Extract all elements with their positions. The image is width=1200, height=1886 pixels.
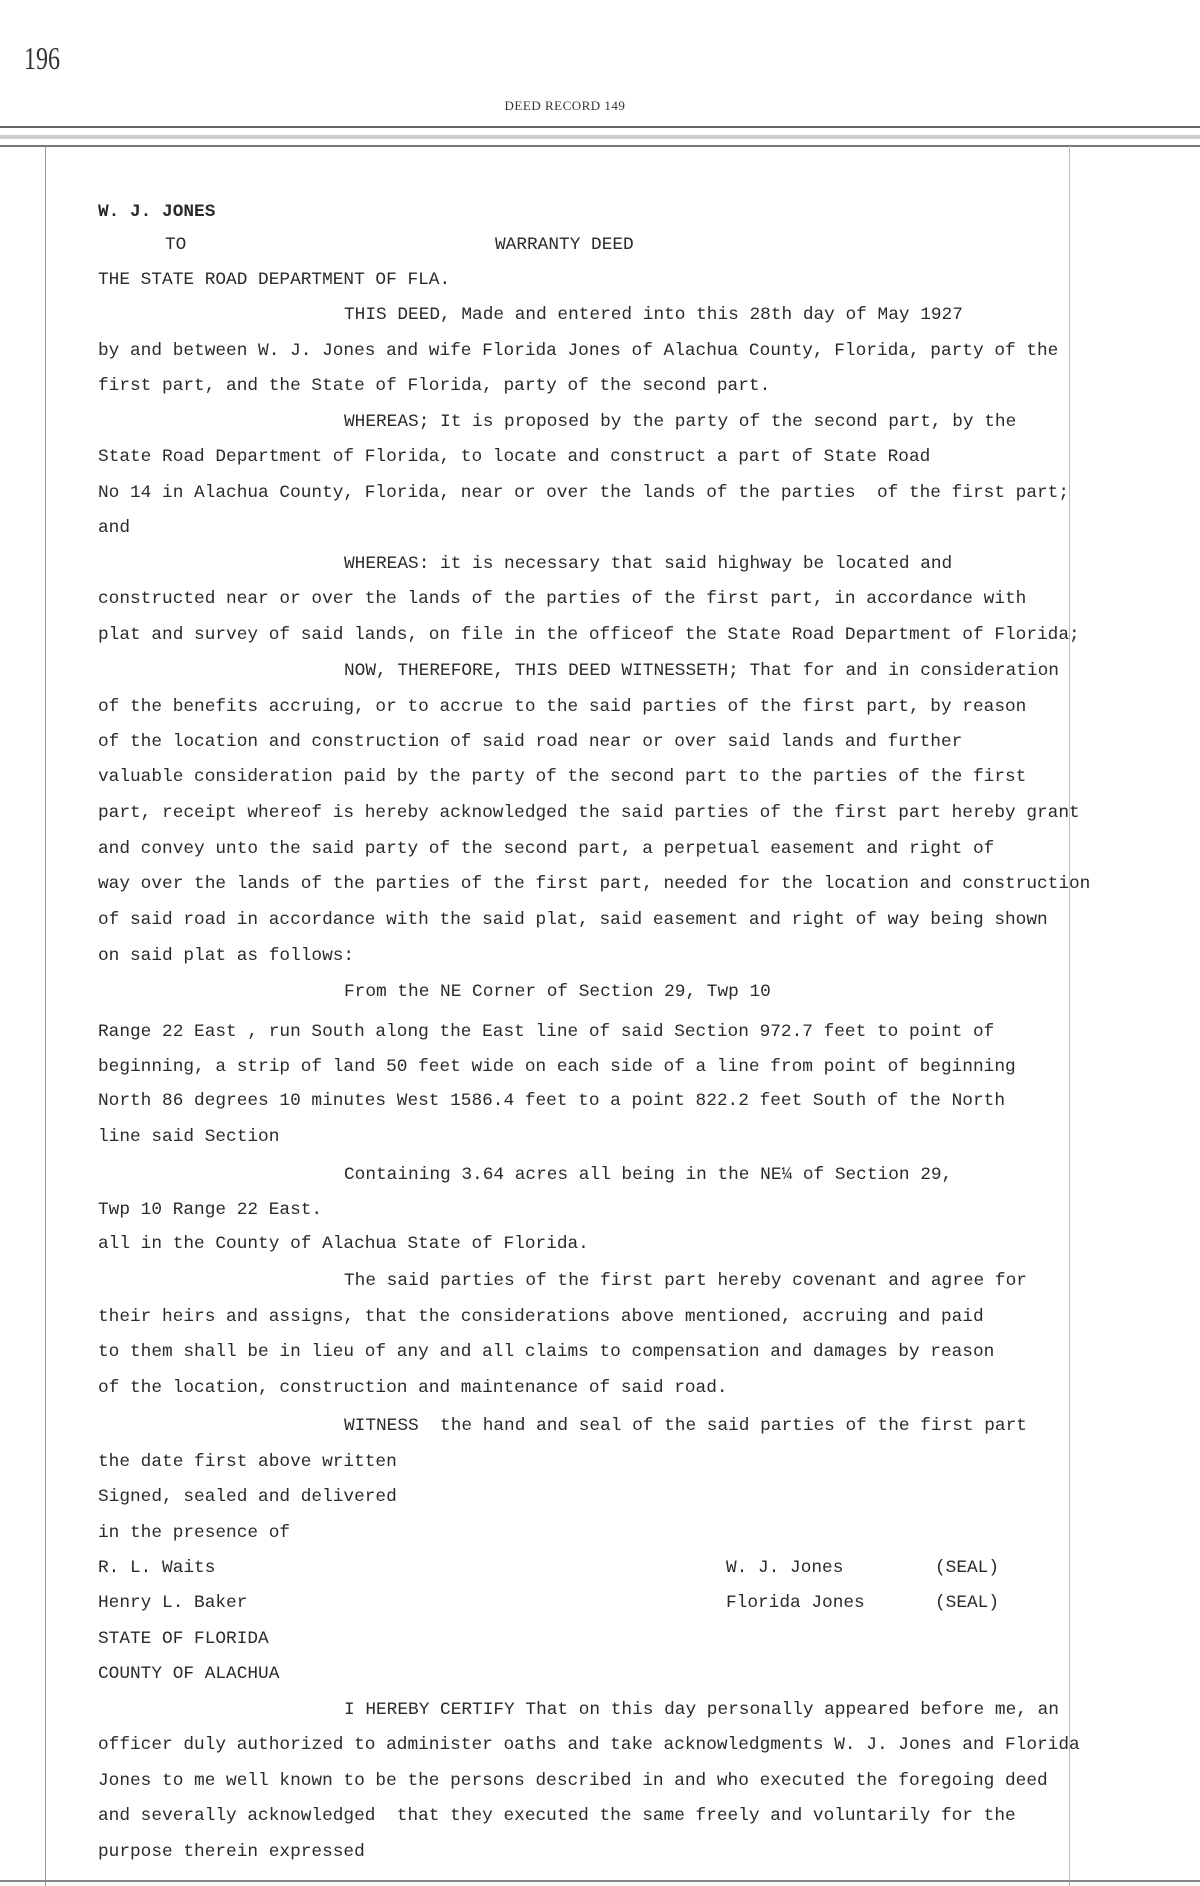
body-line: From the NE Corner of Section 29, Twp 10 <box>344 982 771 1002</box>
ack-line: COUNTY OF ALACHUA <box>98 1664 280 1684</box>
body-line: valuable consideration paid by the party of the second part to the parties of the first <box>98 767 1027 787</box>
bottom-rule <box>0 1880 1200 1882</box>
body-line: NOW, THEREFORE, THIS DEED WITNESSETH; That for and in consideration <box>344 661 1059 681</box>
body-line: their heirs and assigns, that the considerations above mentioned, accruing and paid <box>98 1307 984 1327</box>
body-line: WHEREAS: it is necessary that said highway be located and <box>344 554 953 574</box>
body-line: to them shall be in lieu of any and all claims to compensation and damages by reason <box>98 1342 995 1362</box>
body-line: by and between W. J. Jones and wife Florida Jones of Alachua County, Florida, party of the <box>98 341 1059 361</box>
body-line: North 86 degrees 10 minutes West 1586.4 feet to a point 822.2 feet South of the North <box>98 1091 1005 1111</box>
body-line: WITNESS the hand and seal of the said parties of the first part <box>344 1416 1027 1436</box>
body-line: of the location, construction and maintenance of said road. <box>98 1378 728 1398</box>
body-line: and convey unto the said party of the second part, a perpetual easement and right of <box>98 839 995 859</box>
header-rule-lower <box>0 145 1200 147</box>
header-band <box>0 135 1200 139</box>
body-line: The said parties of the first part hereby covenant and agree for <box>344 1271 1027 1291</box>
ack-line: purpose therein expressed <box>98 1842 365 1862</box>
ack-line: and severally acknowledged that they executed the same freely and voluntarily for the <box>98 1806 1016 1826</box>
body-line: beginning, a strip of land 50 feet wide on each side of a line from point of beginning <box>98 1057 1016 1077</box>
signer-name: Florida Jones <box>726 1593 865 1613</box>
body-line: State Road Department of Florida, to locate and construct a part of State Road <box>98 447 931 467</box>
witness-name: R. L. Waits <box>98 1558 216 1578</box>
ack-line: I HEREBY CERTIFY That on this day personally appeared before me, an <box>344 1700 1059 1720</box>
to-label: TO <box>165 235 187 255</box>
body-line: and <box>98 518 131 538</box>
body-line: way over the lands of the parties of the first part, needed for the location and construction <box>98 874 1091 894</box>
body-line: THIS DEED, Made and entered into this 28th day of May 1927 <box>344 305 963 325</box>
witness-name: Henry L. Baker <box>98 1593 248 1613</box>
ack-line: STATE OF FLORIDA <box>98 1629 269 1649</box>
body-line: of said road in accordance with the said plat, said easement and right of way being shown <box>98 910 1048 930</box>
body-line: line said Section <box>98 1127 280 1147</box>
ack-line: Jones to me well known to be the persons described in and who executed the foregoing deed <box>98 1771 1048 1791</box>
running-header: DEED RECORD 149 <box>504 98 626 113</box>
seal-mark: (SEAL) <box>935 1593 1000 1613</box>
body-line: all in the County of Alachua State of Florida. <box>98 1234 589 1254</box>
ack-line: officer duly authorized to administer oaths and take acknowledgments W. J. Jones and Florida <box>98 1735 1080 1755</box>
body-line: Twp 10 Range 22 East. <box>98 1200 323 1220</box>
grantor: W. J. JONES <box>98 202 216 222</box>
body-line: on said plat as follows: <box>98 946 355 966</box>
body-line: constructed near or over the lands of the parties of the first part, in accordance with <box>98 589 1027 609</box>
body-line: of the benefits accruing, or to accrue to the said parties of the first part, by reason <box>98 697 1027 717</box>
body-line: of the location and construction of said road near or over said lands and further <box>98 732 963 752</box>
grantee: THE STATE ROAD DEPARTMENT OF FLA. <box>98 270 451 290</box>
body-line: WHEREAS; It is proposed by the party of the second part, by the <box>344 412 1017 432</box>
page-number: 196 <box>24 40 60 76</box>
body-line: Containing 3.64 acres all being in the NE¼ of Section 29, <box>344 1165 953 1185</box>
left-margin-line <box>45 146 46 1886</box>
body-line: Range 22 East , run South along the East line of said Section 972.7 feet to point of <box>98 1022 995 1042</box>
body-line: in the presence of <box>98 1523 291 1543</box>
body-line: part, receipt whereof is hereby acknowledged the said parties of the first part hereby grant <box>98 803 1080 823</box>
signer-name: W. J. Jones <box>726 1558 844 1578</box>
body-line: Signed, sealed and delivered <box>98 1487 397 1507</box>
body-line: first part, and the State of Florida, party of the second part. <box>98 376 771 396</box>
body-line: plat and survey of said lands, on file in the officeof the State Road Department of Florida; <box>98 625 1080 645</box>
right-margin-line <box>1069 146 1070 1886</box>
body-line: No 14 in Alachua County, Florida, near or over the lands of the parties of the first part; <box>98 483 1070 503</box>
document-title: WARRANTY DEED <box>495 235 634 255</box>
seal-mark: (SEAL) <box>935 1558 1000 1578</box>
body-line: the date first above written <box>98 1452 397 1472</box>
header-rule <box>0 126 1200 128</box>
